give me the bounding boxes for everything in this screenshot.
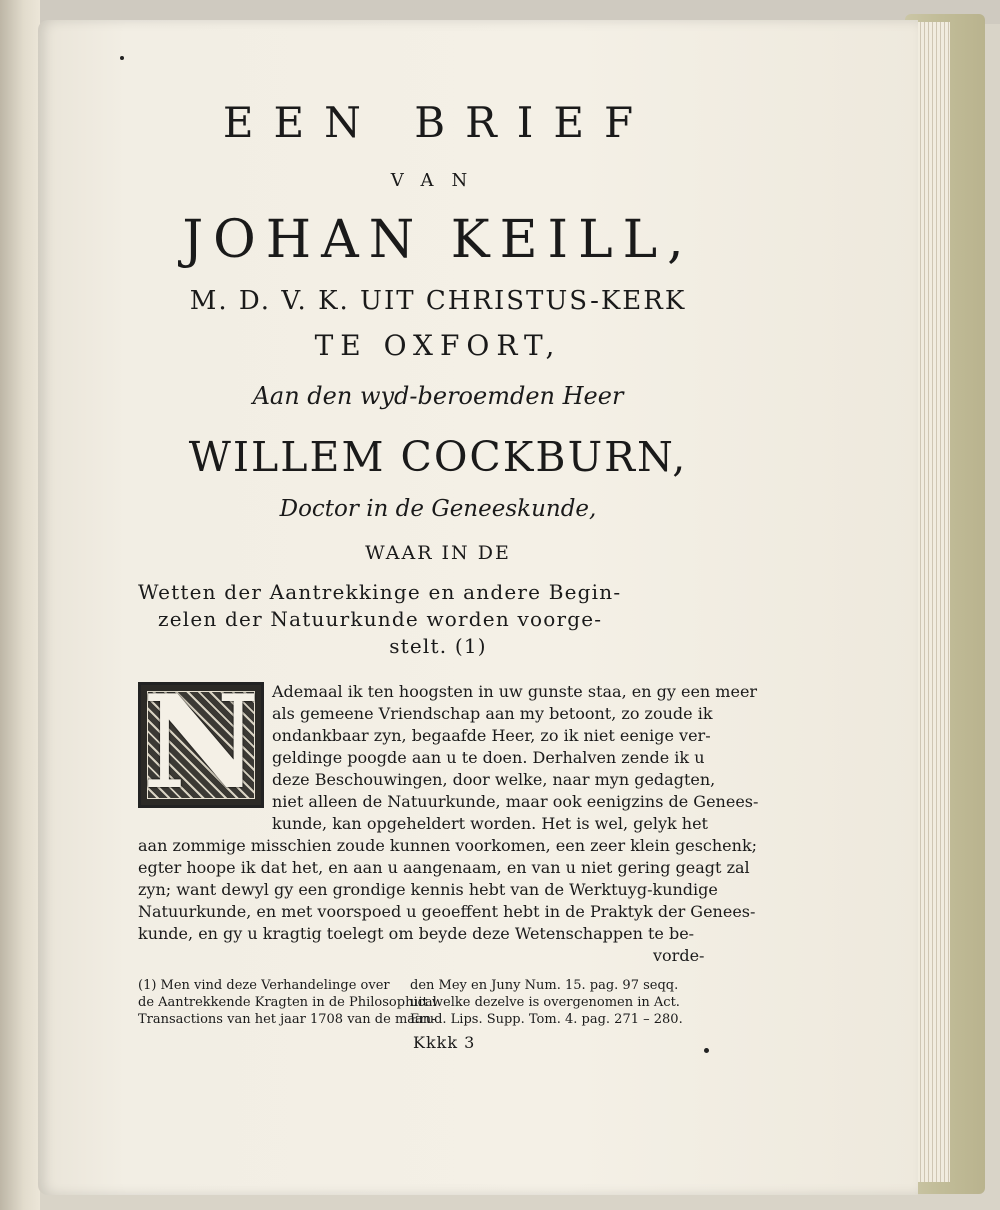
author-name: JOHAN KEILL, — [182, 210, 694, 270]
footnote-left-line: de Aantrekkende Kragten in de Philosophical — [138, 995, 437, 1010]
signature-mark: Kkkk 3 — [413, 1033, 476, 1052]
addressed-line: Aan den wyd-beroemden Heer — [252, 382, 624, 410]
recipient-title: Doctor in de Geneeskunde, — [279, 496, 597, 522]
subject-line-1: Wetten der Aantrekkinge en andere Begin- — [138, 580, 622, 604]
body-line: geldinge poogde aan u te doen. Derhalven zende ik u — [272, 748, 705, 767]
decorated-initial — [138, 668, 264, 818]
body-line: zyn; want dewyl gy een grondige kennis hebt van de Werktuyg-kundige — [138, 880, 718, 899]
catchword: vorde- — [653, 946, 705, 965]
footnote-left-line: Transactions van het jaar 1708 van de maan- — [138, 1012, 436, 1027]
body-line: Natuurkunde, en met voorspoed u geoeffent hebt in de Praktyk der Genees- — [138, 902, 756, 921]
body-line: niet alleen de Natuurkunde, maar ook eenigzins de Genees- — [272, 792, 759, 811]
body-line: ondankbaar zyn, begaafde Heer, zo ik niet eenige ver- — [272, 726, 711, 745]
ink-speck — [120, 56, 124, 60]
waar-in-de: WAAR IN DE — [365, 542, 511, 564]
footnote-right-line: uit welke dezelve is overgenomen in Act. — [410, 995, 680, 1010]
body-line: als gemeene Vriendschap aan my betoont, zo zoude ik — [272, 704, 713, 723]
footnote-right-line: den Mey en Juny Num. 15. pag. 97 seqq. — [410, 978, 679, 993]
title-een-brief: EEN BRIEF — [222, 98, 654, 147]
body-line: aan zommige misschien zoude kunnen voorkomen, een zeer klein geschenk; — [138, 836, 758, 855]
body-line: kunde, en gy u kragtig toelegt om beyde deze Wetenschappen te be- — [138, 924, 695, 943]
subject-line-3: stelt. (1) — [389, 634, 487, 658]
recipient-name: WILLEM COCKBURN, — [188, 433, 688, 481]
place-line: TE OXFORT, — [314, 329, 562, 362]
subject-line-2: zelen der Natuurkunde worden voorge- — [158, 607, 603, 631]
body-line: deze Beschouwingen, door welke, naar myn gedagten, — [272, 770, 716, 789]
title-van: VAN — [390, 170, 486, 191]
ink-speck — [704, 1048, 709, 1053]
author-title: M. D. V. K. UIT CHRISTUS-KERK — [189, 286, 687, 316]
body-line: Ademaal ik ten hoogsten in uw gunste staa, en gy een meer — [272, 682, 758, 701]
body-line: egter hoope ik dat het, en aan u aangenaam, en van u niet gering geagt zal — [138, 858, 750, 877]
book-page — [38, 20, 918, 1195]
book-spine — [0, 0, 40, 1210]
initial-letter: N — [142, 668, 260, 818]
footnote-right-line: Erud. Lips. Supp. Tom. 4. pag. 271 – 280. — [410, 1012, 683, 1027]
body-line: kunde, kan opgeheldert worden. Het is wel, gelyk het — [272, 814, 708, 833]
footnote-left-line: (1) Men vind deze Verhandelinge over — [138, 978, 390, 993]
